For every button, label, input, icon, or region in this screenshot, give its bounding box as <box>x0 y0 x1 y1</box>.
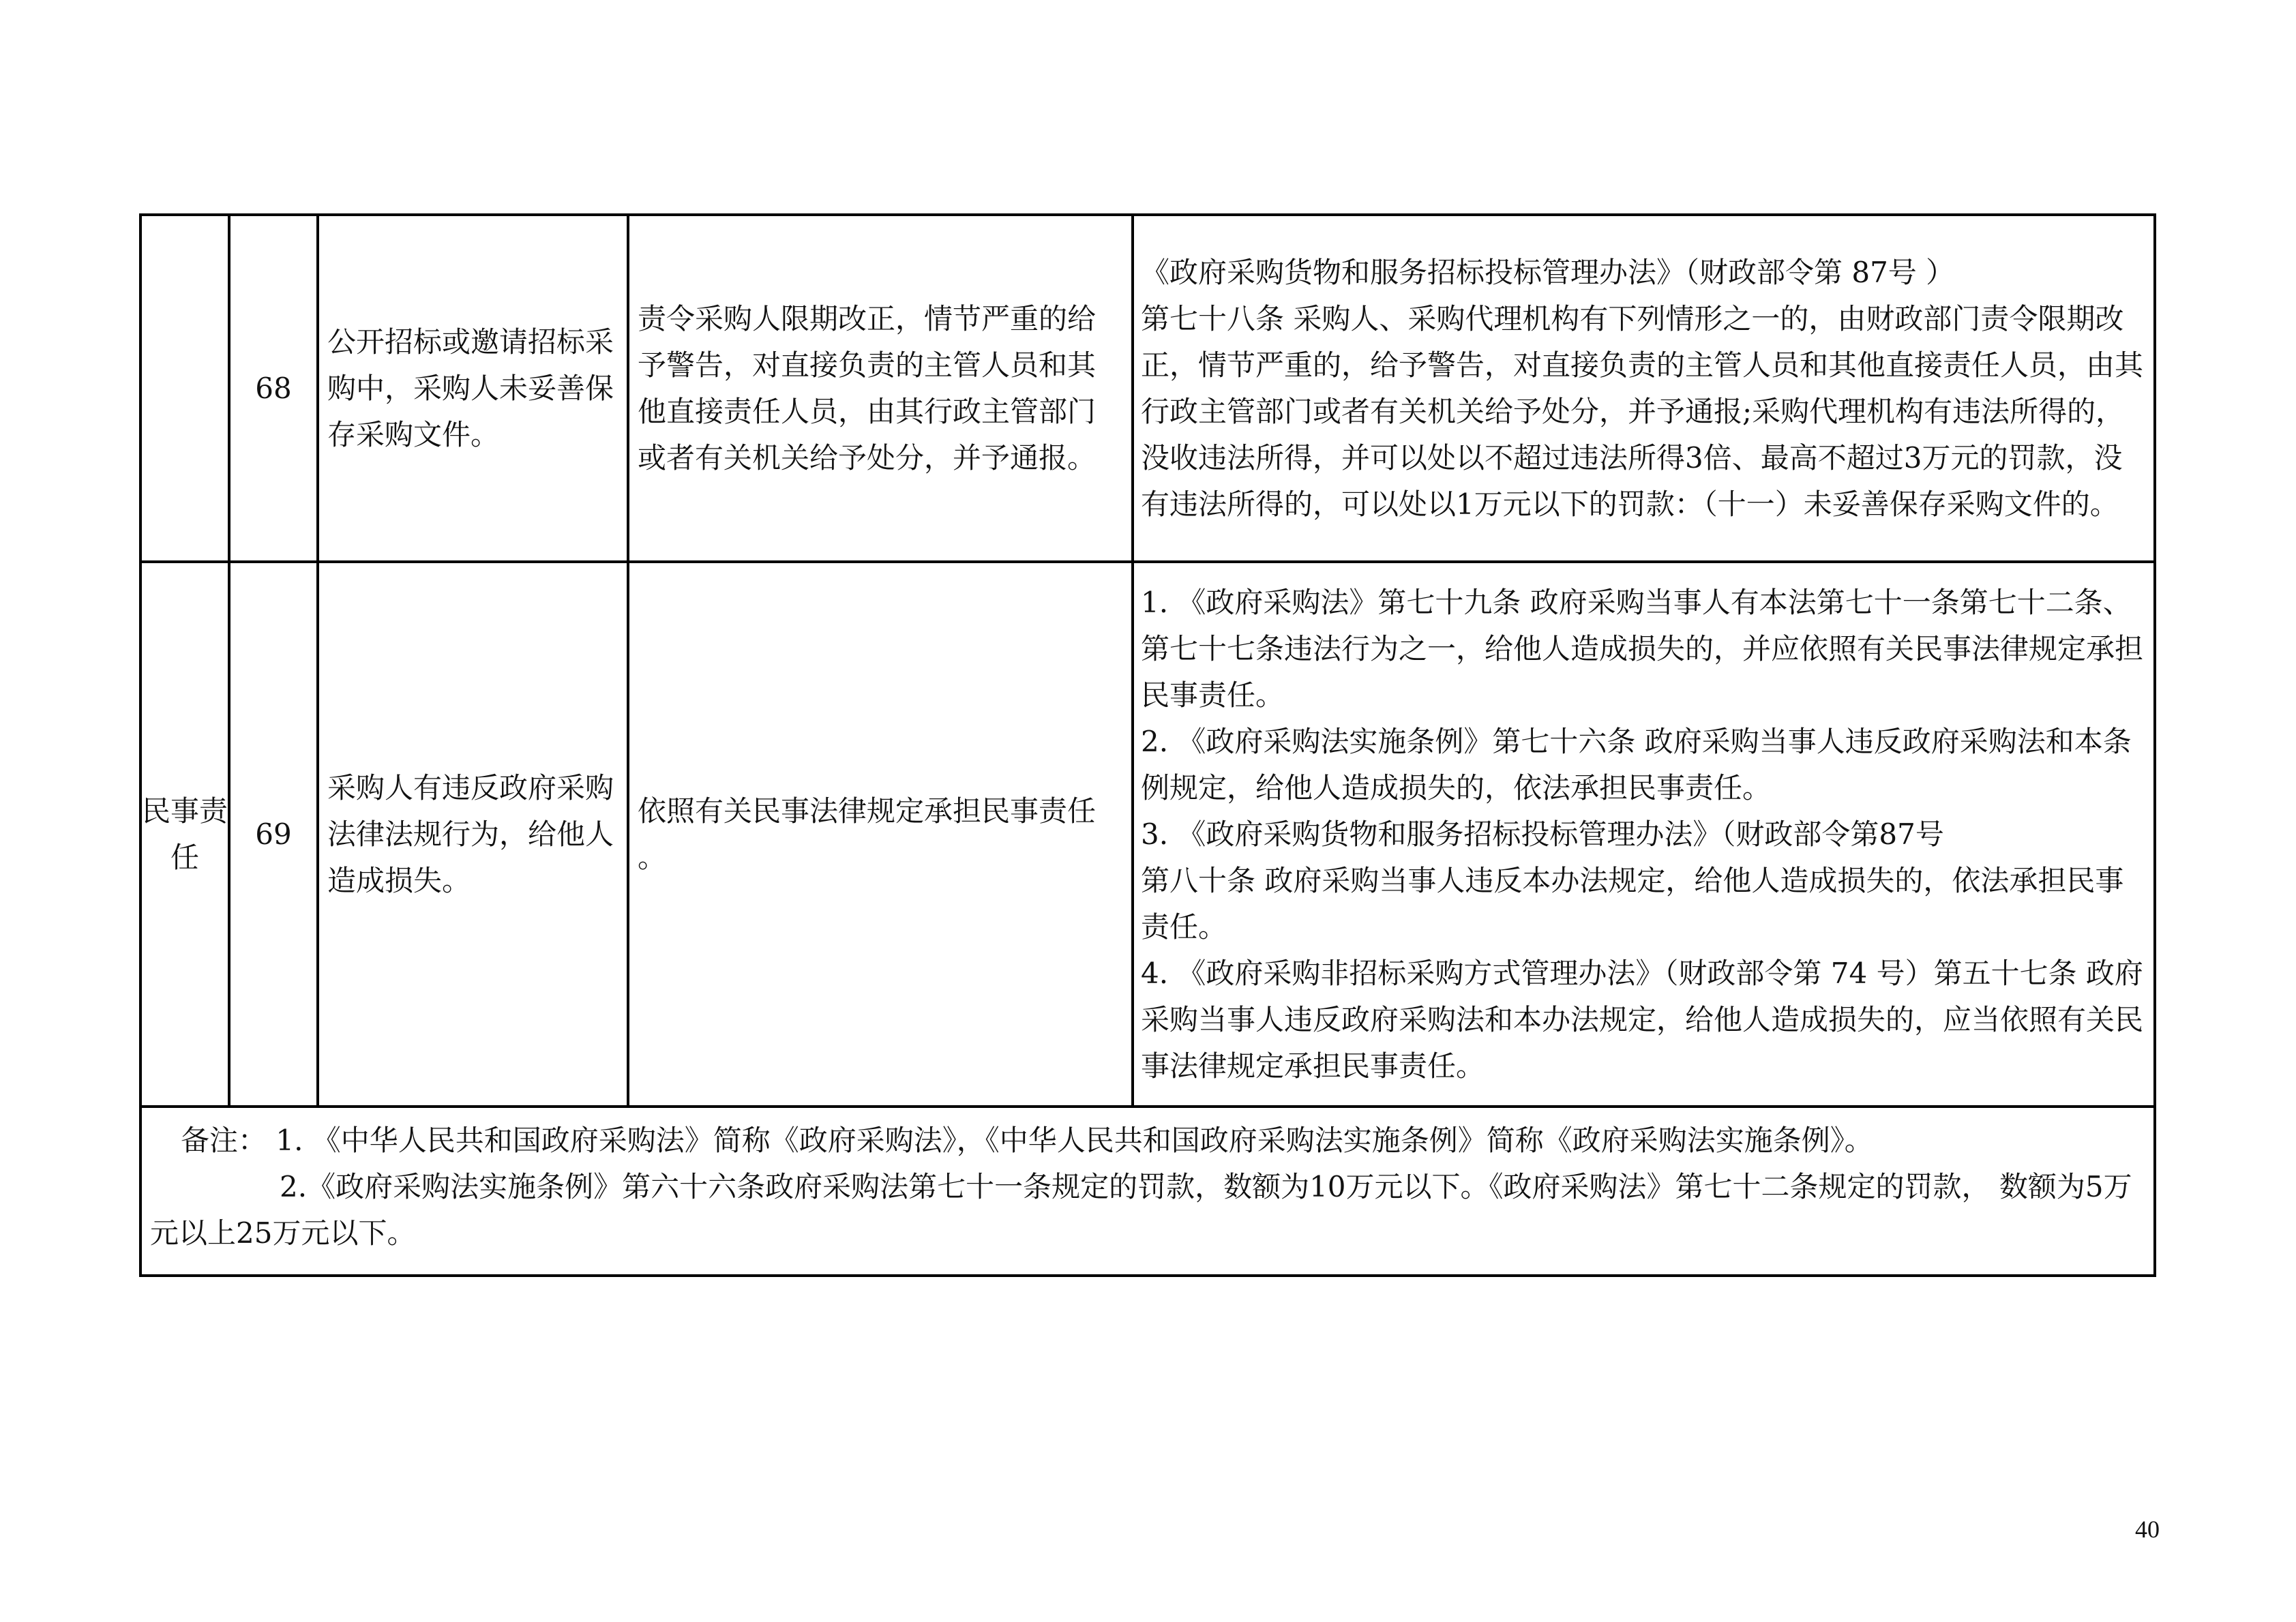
number-cell: 68 <box>229 215 318 562</box>
penalty-cell: 责令采购人限期改正，情节严重的给予警告，对直接负责的主管人员和其他直接责任人员，由其行政主管部门或者有关机关给予处分，并予通报。 <box>628 215 1133 562</box>
violation-cell: 公开招标或邀请招标采购中，采购人未妥善保存采购文件。 <box>318 215 628 562</box>
table-row <box>140 215 2155 562</box>
basis-item: 4. 《政府采购非招标采购方式管理办法》（财政部令第 74 号）第五十七条 政府采购当事人违反政府采购法和本办法规定，给他人造成损失的，应当依照有关民事法律规定承担民事责任。 <box>1141 956 2144 1083</box>
note-line-2: 2.《政府采购法实施条例》第六十六条政府采购法第七十一条规定的罚款，数额为10万元以下。《政府采购法》第七十二条规定的罚款， 数额为5万元以上25万元以下。 <box>150 1170 2132 1250</box>
number-cell: 69 <box>229 562 318 1107</box>
penalty-cell: 依照有关民事法律规定承担民事责任 。 <box>628 562 1133 1107</box>
liability-table <box>139 213 2156 1277</box>
legal-basis-cell <box>1133 562 2155 1107</box>
table-row <box>140 562 2155 1107</box>
notes-cell <box>140 1107 2155 1276</box>
basis-title: 《政府采购货物和服务招标投标管理办法》（财政部令第 87号 ） <box>1141 255 1955 289</box>
basis-item: 第八十条 政府采购当事人违反本办法规定，给他人造成损失的，依法承担民事责任。 <box>1141 863 2124 944</box>
violation-cell: 采购人有违反政府采购法律法规行为，给他人造成损失。 <box>318 562 628 1107</box>
page-number: 40 <box>2135 1516 2160 1543</box>
basis-item: 1. 《政府采购法》第七十九条 政府采购当事人有本法第七十一条第七十二条、第七十七条违法行为之一，给他人造成损失的，并应依照有关民事法律规定承担民事责任。 <box>1141 585 2144 712</box>
note-line-1: 备注： 1. 《中华人民共和国政府采购法》简称《政府采购法》，《中华人民共和国政府采购法实施条例》简称《政府采购法实施条例》。 <box>181 1124 1873 1157</box>
basis-item: 3. 《政府采购货物和服务招标投标管理办法》（财政部令第87号 <box>1141 817 1944 851</box>
category-cell <box>140 215 229 562</box>
notes-row <box>140 1107 2155 1276</box>
basis-item: 2. 《政府采购法实施条例》第七十六条 政府采购当事人违反政府采购法和本条例规定，给他人造成损失的，依法承担民事责任。 <box>1141 724 2132 805</box>
legal-basis-cell <box>1133 215 2155 562</box>
basis-article: 第七十八条 采购人、采购代理机构有下列情形之一的，由财政部门责令限期改正，情节严重的，给予警告，对直接负责的主管人员和其他直接责任人员，由其行政主管部门或者有关机关给予处分，并予通报;采购代理机构有违法所得的，没收违法所得，并可以处以不超过违法所得3倍、最高不超过3万元的罚款，没有违法所得的，可以处以1万元以下的罚款：（十一）未妥善保存采购文件的。 <box>1141 301 2144 521</box>
category-cell: 民事责任 <box>140 562 229 1107</box>
